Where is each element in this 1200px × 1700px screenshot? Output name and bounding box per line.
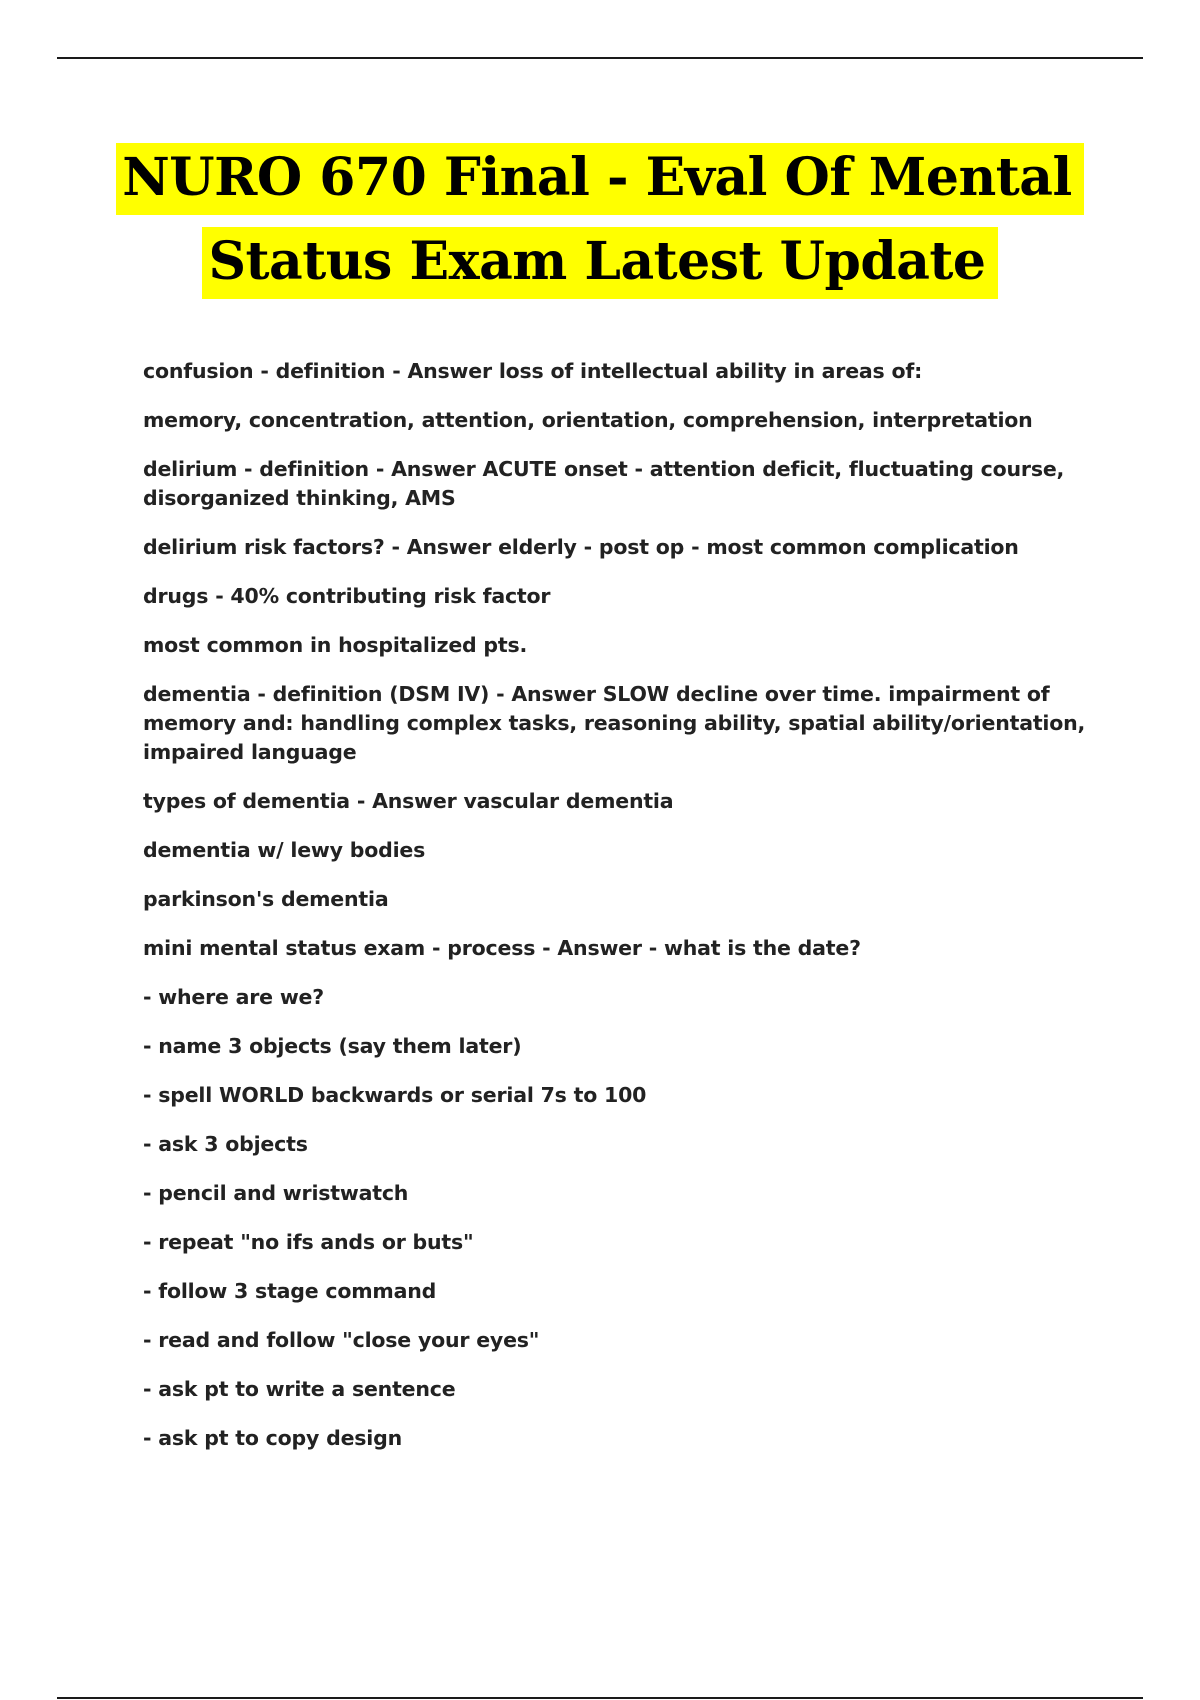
body-line: dementia w/ lewy bodies — [143, 838, 426, 862]
body-line: - ask pt to write a sentence — [143, 1377, 456, 1401]
body-line: delirium risk factors? - Answer elderly - post op - most common complication — [143, 535, 1019, 559]
document-title — [0, 140, 1200, 308]
body-line: confusion - definition - Answer loss of intellectual ability in areas of: — [143, 359, 923, 383]
document-body — [143, 357, 1093, 1473]
body-line: - follow 3 stage command — [143, 1279, 437, 1303]
body-line: - repeat "no ifs ands or buts" — [143, 1230, 474, 1254]
body-line: memory, concentration, attention, orientation, comprehension, interpretation — [143, 408, 1033, 432]
title-line-1: NURO 670 Final - Eval Of Mental — [116, 143, 1083, 215]
body-line: parkinson's dementia — [143, 887, 389, 911]
body-line: delirium - definition - Answer ACUTE onset - attention deficit, fluctuating course, disorganized thinking, AMS — [143, 457, 1065, 510]
body-line: - where are we? — [143, 985, 324, 1009]
top-rule — [57, 57, 1143, 59]
body-line: - pencil and wristwatch — [143, 1181, 409, 1205]
body-line: - spell WORLD backwards or serial 7s to 100 — [143, 1083, 647, 1107]
body-line: most common in hospitalized pts. — [143, 633, 528, 657]
body-line: drugs - 40% contributing risk factor — [143, 584, 551, 608]
body-line: types of dementia - Answer vascular dementia — [143, 789, 674, 813]
body-line: - ask 3 objects — [143, 1132, 308, 1156]
body-line: mini mental status exam - process - Answer - what is the date? — [143, 936, 861, 960]
body-line: - name 3 objects (say them later) — [143, 1034, 522, 1058]
body-line: - read and follow "close your eyes" — [143, 1328, 540, 1352]
title-line-2: Status Exam Latest Update — [202, 227, 997, 299]
body-line: - ask pt to copy design — [143, 1426, 402, 1450]
bottom-rule — [57, 1697, 1143, 1699]
body-line: dementia - definition (DSM IV) - Answer SLOW decline over time. impairment of memory and: handling complex tasks, reasoning ability, spatial ability/orientation, impaired language — [143, 682, 1086, 764]
